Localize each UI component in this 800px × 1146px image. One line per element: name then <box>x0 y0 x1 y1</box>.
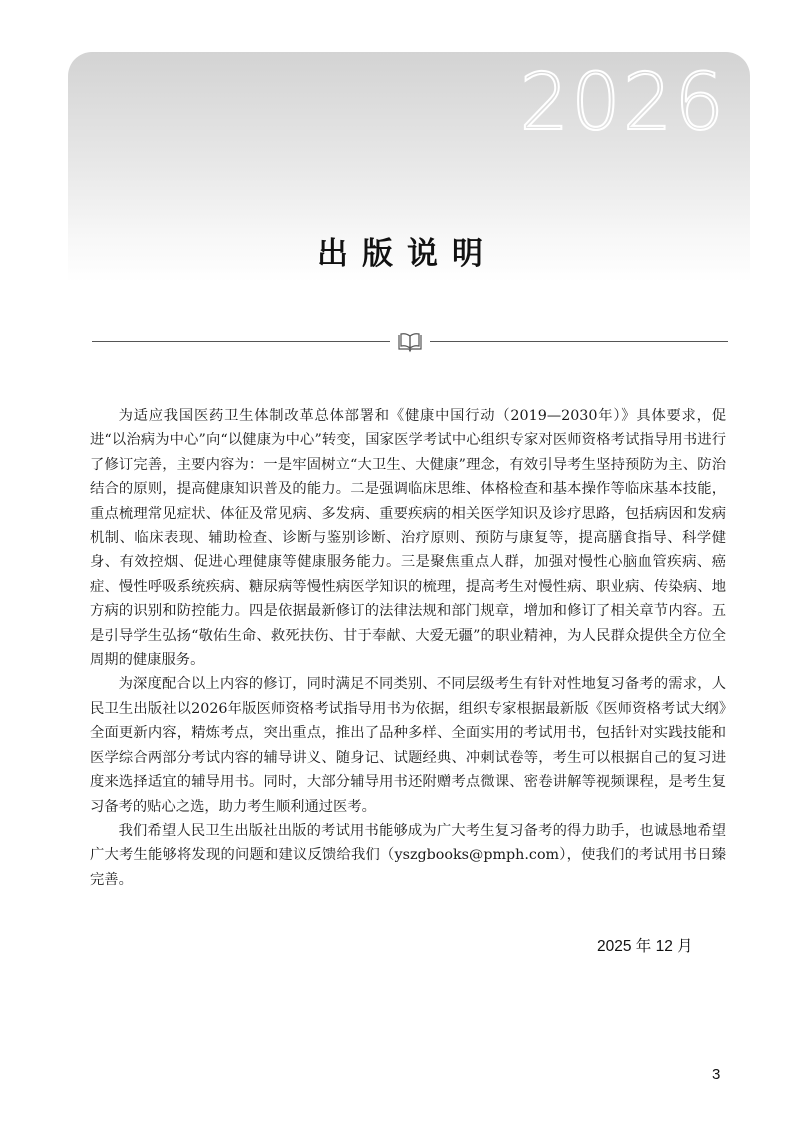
paragraph-2: 为深度配合以上内容的修订，同时满足不同类别、不同层级考生有针对性地复习备考的需求，人民卫生出版社以2026年版医师资格考试指导用书为依据，组织专家根据最新版《医师资格考试大纲》全面更新内容，精炼考点，突出重点，推出了品种多样、全面实用的考试用书，包括针对实践技能和医学综合两部分考试内容的辅导讲义、随身记、试题经典、冲刺试卷等，考生可以根据自己的复习进度来选择适宜的辅导用书。同时，大部分辅导用书还附赠考点微课、密卷讲解等视频课程，是考生复习备考的贴心之选，助力考生顺利通过医考。 <box>90 676 726 815</box>
divider-line-right <box>430 341 728 342</box>
section-divider <box>92 331 728 353</box>
paragraph-1: 为适应我国医药卫生体制改革总体部署和《健康中国行动（2019—2030年）》具体要求，促进“以治病为中心”向“以健康为中心”转变，国家医学考试中心组织专家对医师资格考试指导用书进行了修订完善，主要内容为：一是牢固树立“大卫生、大健康”理念，有效引导考生坚持预防为主、防治结合的原则，提高健康知识普及的能力。二是强调临床思维、体格检查和基本操作等临床基本技能，重点梳理常见症状、体征及常见病、多发病、重要疾病的相关医学知识及诊疗思路，包括病因和发病机制、临床表现、辅助检查、诊断与鉴别诊断、治疗原则、预防与康复等，提高膳食指导、科学健身、有效控烟、促进心理健康等健康服务能力。三是聚焦重点人群，加强对慢性心脑血管疾病、癌症、慢性呼吸系统疾病、糖尿病等慢性病医学知识的梳理，提高考生对慢性病、职业病、传染病、地方病的识别和防控能力。四是依据最新修订的法律法规和部门规章，增加和修订了相关章节内容。五是引导学生弘扬“敬佑生命、救死扶伤、甘于奉献、大爱无疆”的职业精神，为人民群众提供全方位全周期的健康服务。 <box>90 408 726 669</box>
page-number: 3 <box>712 1066 721 1083</box>
paragraph-3: 我们希望人民卫生出版社出版的考试用书能够成为广大考生复习备考的得力助手，也诚恳地希望广大考生能够将发现的问题和建议反馈给我们（yszgbooks@pmph.com），使我们的考试用书日臻完善。 <box>90 822 726 888</box>
body-text <box>90 404 726 892</box>
edition-year: 2026 <box>519 58 726 148</box>
open-book-icon <box>397 331 423 353</box>
divider-line-left <box>92 341 390 342</box>
page-title: 出版说明 <box>317 236 497 272</box>
publication-date: 2025 年 12 月 <box>597 938 693 955</box>
